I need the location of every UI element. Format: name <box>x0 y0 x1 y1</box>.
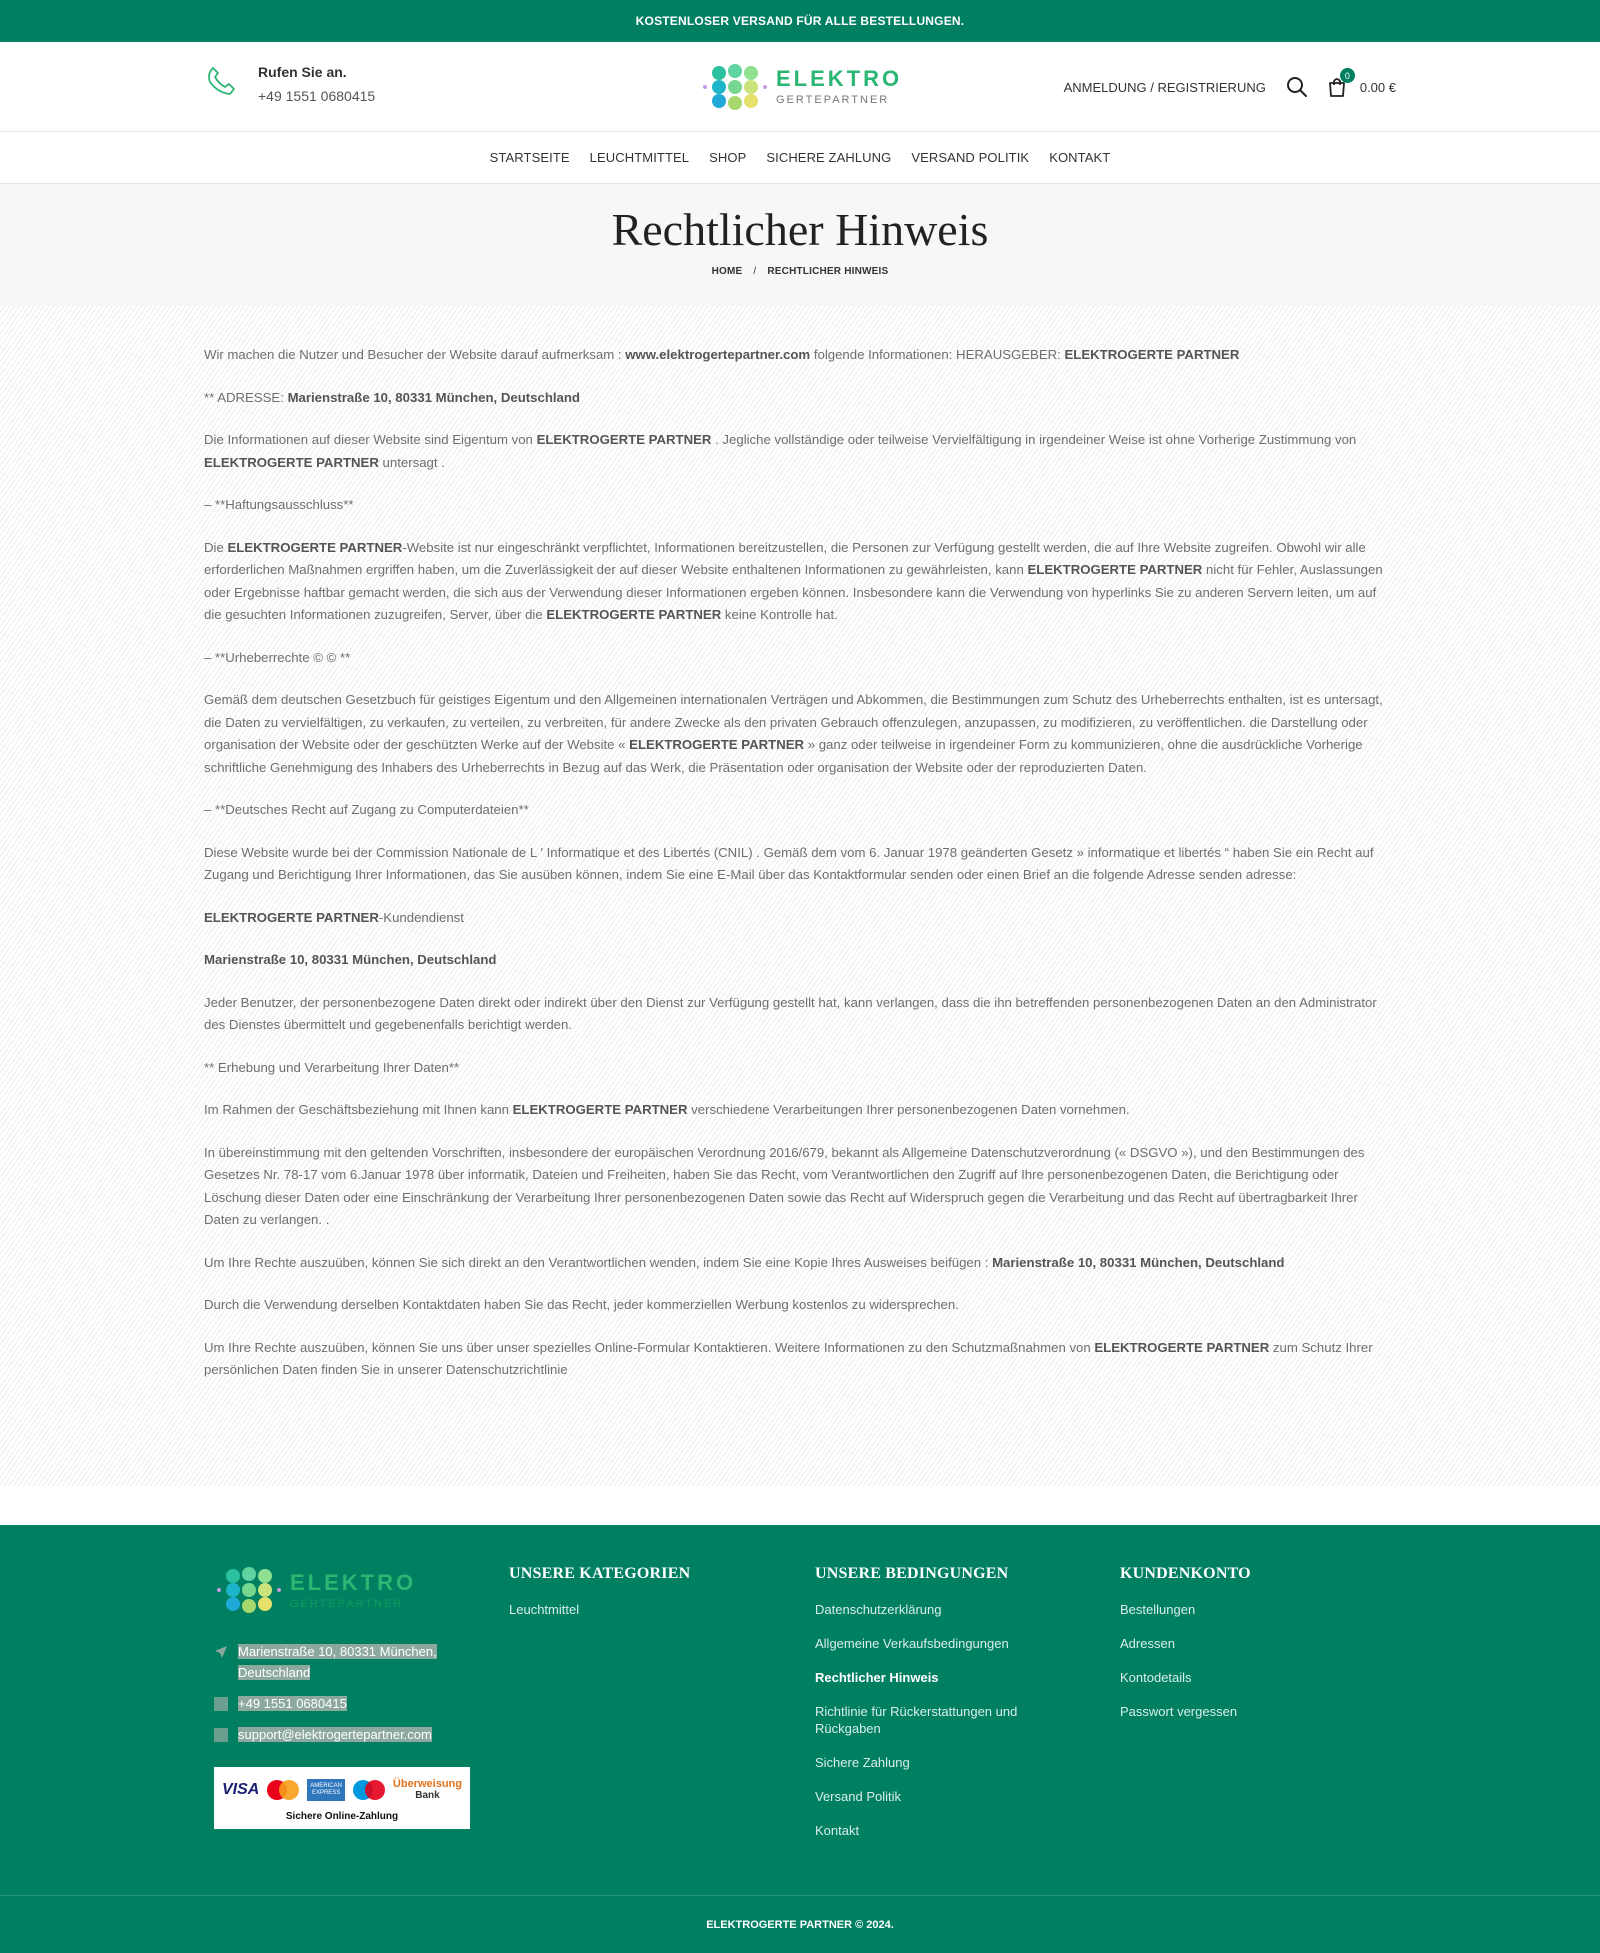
announcement-text: KOSTENLOSER VERSAND FÜR ALLE BESTELLUNGEN. <box>635 14 965 28</box>
call-block <box>204 62 375 106</box>
footer-link-passwort-vergessen[interactable]: Passwort vergessen <box>1120 1704 1238 1719</box>
section-heading: – **Urheberrechte © © ** <box>204 649 351 665</box>
amex-logo: AMERICAN EXPRESS <box>307 1779 345 1801</box>
footer-link-versand-politik[interactable]: Versand Politik <box>815 1789 901 1804</box>
footer-heading-account: KUNDENKONTO <box>1120 1565 1251 1582</box>
cart-count-badge: 0 <box>1340 68 1355 83</box>
cart-amount: 0.00 € <box>1359 79 1396 95</box>
footer-link-rechtlicher-hinweis[interactable]: Rechtlicher Hinweis <box>815 1670 939 1685</box>
site-logo[interactable] <box>700 62 902 112</box>
paragraph: Um Ihre Rechte auszuüben, können Sie uns über unser spezielles Online-Formular Kontaktieren. Weitere Informationen zu den Schutzmaßnahmen von ELEKTROGERTE PARTNER zum Schutz Ihrer persönlichen Daten finden Sie in unserer Datenschutzrichtlinie <box>204 1339 1373 1377</box>
footer-address: Marienstraße 10, 80331 München, Deutschland <box>238 1644 437 1680</box>
call-number[interactable]: +49 1551 0680415 <box>258 88 376 104</box>
footer-link-kontodetails[interactable]: Kontodetails <box>1120 1670 1192 1685</box>
nav-kontakt[interactable]: KONTAKT <box>1049 150 1111 165</box>
footer-link-kontakt[interactable]: Kontakt <box>815 1823 860 1838</box>
footer-link-adressen[interactable]: Adressen <box>1120 1636 1175 1651</box>
mastercard-logo <box>267 1780 299 1800</box>
nav-shop[interactable]: SHOP <box>709 150 747 165</box>
search-icon[interactable] <box>1286 76 1308 98</box>
paragraph: Gemäß dem deutschen Gesetzbuch für geistiges Eigentum und den Allgemeinen internationalen Verträgen und Abkommen, die Bestimmungen zum Schutz des Urheberrechts enthalten, ist es untersagt, die Daten zu vervielfältigen, zu verkaufen, zu verteilen, zu verbreiten, für andere Zwecke als den privaten Gebrauch offenzulegen, anzupassen, zu modifizieren, zu veröffentlichen. die Darstellung oder organisation der Website oder der geschützten Werke auf der Website « ELEKTROGERTE PARTNER » ganz oder teilweise in irgendeiner Form zu kommunizieren, ohne die ausdrückliche Vorherige schriftliche Genehmigung des Inhabers des Urheberrechts in Bezug auf das Werk, die Präsentation oder organisation der Website oder der reproduzierten Daten. <box>204 692 1383 775</box>
footer-link-bestellungen[interactable]: Bestellungen <box>1120 1602 1196 1617</box>
paragraph: Wir machen die Nutzer und Besucher der Website darauf aufmerksam : www.elektrogertepartner.com folgende Informationen: HERAUSGEBER: ELEKTROGERTE PARTNER <box>204 347 1240 362</box>
footer-phone[interactable]: +49 1551 0680415 <box>238 1696 347 1711</box>
email-icon <box>214 1728 228 1742</box>
footer-brand-column <box>214 1565 474 1829</box>
site-header <box>0 42 1600 132</box>
paragraph: ** ADRESSE: Marienstraße 10, 80331 München, Deutschland <box>204 389 580 405</box>
breadcrumb <box>0 266 1600 277</box>
legal-content <box>0 306 1600 1486</box>
footer-terms-column <box>815 1565 1075 1856</box>
cart-button[interactable] <box>1326 70 1396 98</box>
paragraph: Durch die Verwendung derselben Kontaktdaten haben Sie das Recht, jeder kommerziellen Werbung kostenlos zu widersprechen. <box>204 1297 959 1312</box>
nav-startseite[interactable]: STARTSEITE <box>489 150 570 165</box>
paragraph: Marienstraße 10, 80331 München, Deutschland <box>204 952 497 967</box>
footer-logo-sub-text: GERTEPARTNER <box>290 1598 404 1610</box>
footer-phone-row <box>214 1693 474 1714</box>
nav-leuchtmittel[interactable]: LEUCHTMITTEL <box>589 150 690 165</box>
section-heading: – **Deutsches Recht auf Zugang zu Computerdateien** <box>204 802 529 817</box>
paragraph: Diese Website wurde bei der Commission Nationale de L ' Informatique et des Libertés (CNIL) . Gemäß dem vom 6. Januar 1978 geänderten Gesetz » informatique et libertés “ haben Sie ein Recht auf Zugang und Berichtigung Ihrer Informationen, das Sie ausüben können, indem Sie eine E-Mail über das Kontaktformular senden oder einen Brief an die folgende Adresse senden adresse: <box>204 844 1374 882</box>
header-actions <box>1064 42 1396 132</box>
breadcrumb-separator: / <box>753 266 757 277</box>
footer-logo[interactable] <box>214 1565 474 1615</box>
paragraph: Im Rahmen der Geschäftsbeziehung mit Ihnen kann ELEKTROGERTE PARTNER verschiedene Verarbeitungen Ihrer personenbezogenen Daten vornehmen. <box>204 1102 1130 1117</box>
site-footer <box>0 1525 1600 1953</box>
maestro-logo <box>353 1780 385 1800</box>
location-arrow-icon <box>214 1645 228 1659</box>
footer-logo-main-text: ELEKTRO <box>290 1570 417 1595</box>
visa-logo: VISA <box>222 1781 260 1798</box>
logo-mark-icon <box>700 62 770 112</box>
paragraph: Die Informationen auf dieser Website sind Eigentum von ELEKTROGERTE PARTNER . Jegliche vollständige oder teilweise Vervielfältigung in irgendeiner Weise ist ohne Vorherige Zustimmung von ELEKTROGERTE PARTNER untersagt . <box>204 432 1357 470</box>
breadcrumb-home[interactable]: HOME <box>711 266 743 277</box>
footer-link-agb[interactable]: Allgemeine Verkaufsbedingungen <box>815 1636 1009 1651</box>
call-title: Rufen Sie an. <box>258 64 347 80</box>
phone-icon <box>214 1697 228 1711</box>
footer-account-column <box>1120 1565 1380 1737</box>
logo-main-text: ELEKTRO <box>776 66 903 91</box>
paragraph: ELEKTROGERTE PARTNER-Kundendienst <box>204 909 464 925</box>
nav-sichere-zahlung[interactable]: SICHERE ZAHLUNG <box>766 150 892 165</box>
paragraph: Die ELEKTROGERTE PARTNER-Website ist nur eingeschränkt verpflichtet, Informationen bereitzustellen, die Personen zur Verfügung gestellt werden, die auf Ihre Website zugreifen. Obwohl wir alle erforderlichen Maßnahmen ergriffen haben, um die Zuverlässigkeit der auf dieser Website enthaltenen Informationen zu gewährleisten, kann ELEKTROGERTE PARTNER nicht für Fehler, Auslassungen oder Ergebnisse haftbar gemacht werden, die sich aus der Verwendung dieser Informationen ergeben können. Insbesondere kann die Verwendung von hyperlinks Sie zu anderen Servern leiten, um auf die gesuchten Informationen zuzugreifen, Server, über die ELEKTROGERTE PARTNER keine Kontrolle hat. <box>204 539 1383 622</box>
main-navigation <box>0 132 1600 184</box>
footer-email-row <box>214 1724 474 1745</box>
footer-heading-terms: UNSERE BEDINGUNGEN <box>815 1565 1009 1582</box>
nav-versand-politik[interactable]: VERSAND POLITIK <box>911 150 1030 165</box>
logo-mark-icon <box>214 1565 284 1615</box>
footer-link-datenschutz[interactable]: Datenschutzerklärung <box>815 1602 942 1617</box>
footer-copyright-bar <box>0 1895 1600 1953</box>
footer-link-rueckerstattung[interactable]: Richtlinie für Rückerstattungen und Rückgaben <box>815 1704 1018 1736</box>
footer-email[interactable]: support@elektrogertepartner.com <box>238 1727 432 1742</box>
breadcrumb-current: RECHTLICHER HINWEIS <box>767 266 889 277</box>
page-title: Rechtlicher Hinweis <box>611 204 989 255</box>
footer-address-row <box>214 1641 474 1683</box>
announcement-bar <box>0 0 1600 42</box>
paragraph: In übereinstimmung mit den geltenden Vorschriften, insbesondere der europäischen Verordnung 2016/679, bekannt als Allgemeine Datenschutzverordnung (« DSGVO »), und den Bestimmungen des Gesetzes Nr. 78-17 vom 6.Januar 1978 über informatik, Dateien und Freiheiten, haben Sie das Recht, vom Verantwortlichen den Zugriff auf Ihre personenbezogenen Daten, die Berichtigung oder Löschung dieser Daten oder eine Einschränkung der Verarbeitung Ihrer personenbezogenen Daten sowie das Recht auf Widerspruch gegen die Verarbeitung und das Recht auf übertragbarkeit Ihrer Daten zu verlangen. . <box>204 1144 1365 1227</box>
footer-heading-categories: UNSERE KATEGORIEN <box>509 1565 691 1582</box>
footer-link-sichere-zahlung[interactable]: Sichere Zahlung <box>815 1755 910 1770</box>
payment-methods-badge <box>214 1767 470 1829</box>
login-register-link[interactable]: ANMELDUNG / REGISTRIERUNG <box>1063 79 1266 95</box>
phone-icon <box>204 64 238 98</box>
copyright-text: ELEKTROGERTE PARTNER © 2024. <box>706 1918 894 1931</box>
logo-sub-text: GERTEPARTNER <box>776 94 890 106</box>
footer-categories-column <box>509 1565 769 1635</box>
section-heading: – **Haftungsausschluss** <box>204 497 354 512</box>
payment-caption: Sichere Online-Zahlung <box>285 1811 399 1822</box>
paragraph: Um Ihre Rechte auszuüben, können Sie sich direkt an den Verantwortlichen wenden, indem Sie eine Kopie Ihres Ausweises beifügen : Marienstraße 10, 80331 München, Deutschland <box>204 1254 1285 1270</box>
section-heading: ** Erhebung und Verarbeitung Ihrer Daten** <box>204 1059 460 1075</box>
footer-link-leuchtmittel[interactable]: Leuchtmittel <box>509 1602 580 1617</box>
ueberweisung-logo: Überweisung Bank <box>392 1778 462 1801</box>
page-title-bar <box>0 184 1600 306</box>
paragraph: Jeder Benutzer, der personenbezogene Daten direkt oder indirekt über den Dienst zur Verfügung gestellt hat, kann verlangen, dass die ihn betreffenden personenbezogenen Daten an den Administrator des Dienstes übermittelt und gegebenenfalls berichtigt werden. <box>204 994 1377 1032</box>
footer-contact-info <box>214 1641 474 1745</box>
